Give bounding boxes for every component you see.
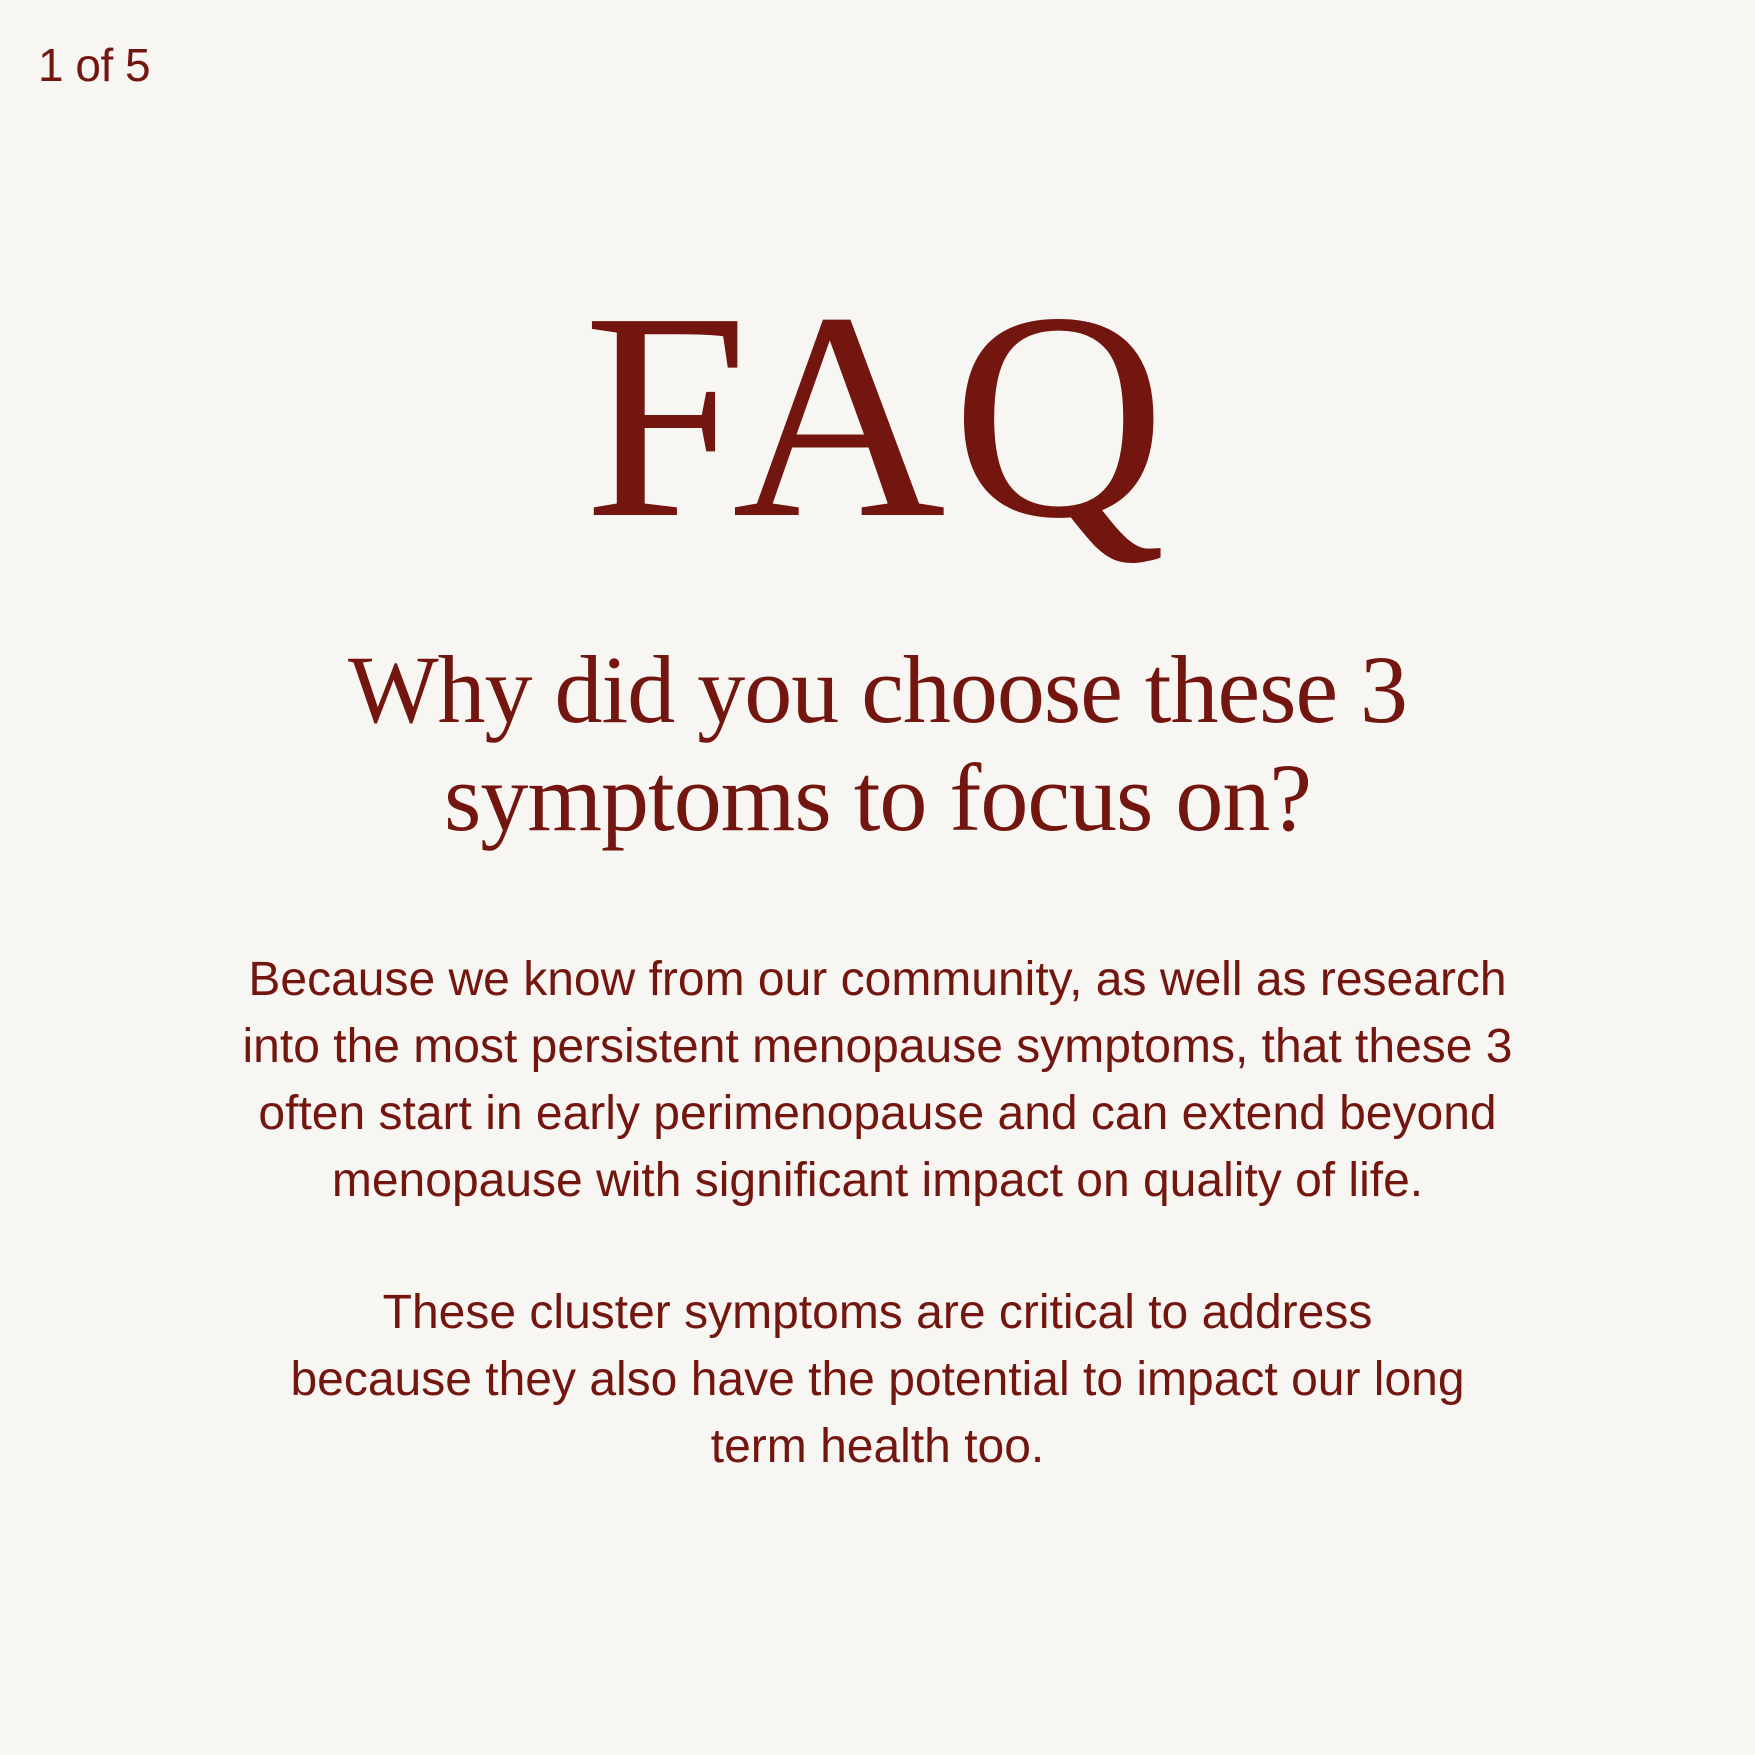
answer-line: term health too. xyxy=(710,1420,1045,1473)
page-counter: 1 of 5 xyxy=(38,39,151,91)
answer-line: These cluster symptoms are critical to address xyxy=(382,1286,1373,1339)
answer-line: Because we know from our community, as well as research xyxy=(248,953,1507,1006)
answer-line: menopause with significant impact on quality of life. xyxy=(331,1154,1424,1207)
faq-heading: FAQ xyxy=(583,252,1172,580)
answer-paragraph-1 xyxy=(0,946,1755,1214)
answer-line: often start in early perimenopause and can extend beyond xyxy=(258,1087,1497,1140)
faq-question xyxy=(0,636,1755,852)
answer-line: into the most persistent menopause symptoms, that these 3 xyxy=(242,1020,1513,1073)
faq-question-line: Why did you choose these 3 xyxy=(347,636,1408,743)
faq-question-line: symptoms to focus on? xyxy=(444,744,1311,851)
answer-line: because they also have the potential to impact our long xyxy=(290,1353,1465,1406)
answer-paragraph-2 xyxy=(0,1279,1755,1480)
